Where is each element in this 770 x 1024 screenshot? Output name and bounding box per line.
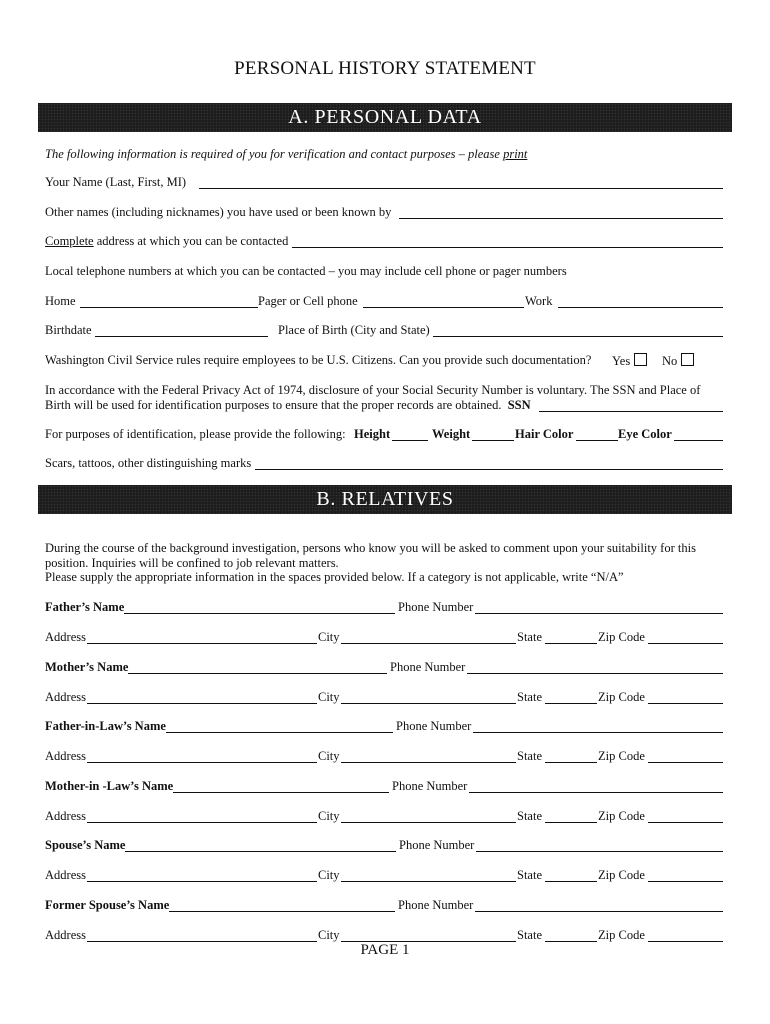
address-label-rest: address at which you can be contacted bbox=[93, 234, 289, 248]
section-a-intro-print: print bbox=[503, 147, 528, 161]
relative-city-label: City bbox=[318, 630, 340, 644]
work-label: Work bbox=[525, 294, 553, 308]
relative-address-field[interactable] bbox=[87, 690, 317, 704]
relative-name-field[interactable] bbox=[166, 719, 393, 733]
page-number: PAGE 1 bbox=[360, 942, 410, 958]
citizen-no bbox=[662, 353, 694, 368]
relative-address-label: Address bbox=[45, 630, 86, 644]
relative-city-field[interactable] bbox=[341, 690, 516, 704]
relative-zip-label: Zip Code bbox=[598, 809, 645, 823]
relative-address-field[interactable] bbox=[87, 630, 317, 644]
relative-name-label: Father’s Name bbox=[45, 600, 125, 614]
relative-city-label: City bbox=[318, 690, 340, 704]
no-checkbox[interactable] bbox=[681, 353, 694, 366]
home-label: Home bbox=[45, 294, 76, 308]
other-names-field[interactable] bbox=[399, 205, 723, 219]
scars-label: Scars, tattoos, other distinguishing marks bbox=[45, 456, 252, 470]
section-a-intro bbox=[45, 147, 527, 161]
relative-address-field[interactable] bbox=[87, 928, 317, 942]
relative-state-label: State bbox=[517, 928, 542, 942]
other-names-label: Other names (including nicknames) you have used or been known by bbox=[45, 205, 392, 219]
relative-address-field[interactable] bbox=[87, 809, 317, 823]
relative-zip-label: Zip Code bbox=[598, 749, 645, 763]
relative-address-field[interactable] bbox=[87, 868, 317, 882]
relative-phone-field[interactable] bbox=[475, 898, 723, 912]
relative-name-field[interactable] bbox=[128, 660, 387, 674]
relative-name-field[interactable] bbox=[173, 779, 389, 793]
birthdate-field[interactable] bbox=[95, 323, 268, 337]
relative-state-label: State bbox=[517, 749, 542, 763]
relative-name-label: Spouse’s Name bbox=[45, 838, 126, 852]
weight-field[interactable] bbox=[472, 427, 514, 441]
relative-zip-field[interactable] bbox=[648, 809, 723, 823]
relative-address-label: Address bbox=[45, 928, 86, 942]
relative-city-field[interactable] bbox=[341, 868, 516, 882]
pager-phone-field[interactable] bbox=[363, 294, 524, 308]
relative-state-label: State bbox=[517, 809, 542, 823]
name-label: Your Name (Last, First, MI) bbox=[45, 175, 187, 189]
relative-city-label: City bbox=[318, 868, 340, 882]
work-phone-field[interactable] bbox=[558, 294, 723, 308]
section-b-intro-2: position. Inquiries will be confined to job relevant matters. bbox=[45, 556, 339, 570]
no-label: No bbox=[662, 354, 678, 368]
relative-name-label: Former Spouse’s Name bbox=[45, 898, 170, 912]
relative-phone-label: Phone Number bbox=[396, 719, 472, 733]
relative-address-label: Address bbox=[45, 749, 86, 763]
hair-field[interactable] bbox=[576, 427, 618, 441]
relative-zip-field[interactable] bbox=[648, 630, 723, 644]
relative-name-field[interactable] bbox=[125, 838, 396, 852]
relative-state-field[interactable] bbox=[545, 809, 597, 823]
relative-address-field[interactable] bbox=[87, 749, 317, 763]
hair-label: Hair Color bbox=[515, 427, 574, 441]
citizen-yes bbox=[612, 353, 647, 368]
relative-phone-field[interactable] bbox=[469, 779, 723, 793]
home-phone-field[interactable] bbox=[80, 294, 258, 308]
section-b-intro-3: Please supply the appropriate information in the spaces provided below. If a category is not applicable, write “N/A” bbox=[45, 570, 624, 584]
ident-label: For purposes of identification, please provide the following: bbox=[45, 427, 346, 441]
relative-zip-field[interactable] bbox=[648, 928, 723, 942]
name-field[interactable] bbox=[199, 175, 723, 189]
relative-name-label: Mother’s Name bbox=[45, 660, 129, 674]
birthdate-label: Birthdate bbox=[45, 323, 92, 337]
page-title: PERSONAL HISTORY STATEMENT bbox=[234, 58, 536, 79]
relative-phone-field[interactable] bbox=[475, 600, 723, 614]
relative-name-field[interactable] bbox=[124, 600, 395, 614]
relative-name-field[interactable] bbox=[169, 898, 395, 912]
relative-phone-label: Phone Number bbox=[398, 898, 474, 912]
relative-address-label: Address bbox=[45, 809, 86, 823]
privacy-text-1: In accordance with the Federal Privacy Act of 1974, disclosure of your Social Security Number is voluntary. The SSN and Place of bbox=[45, 383, 701, 397]
relative-address-label: Address bbox=[45, 868, 86, 882]
relative-state-label: State bbox=[517, 630, 542, 644]
privacy-text-2 bbox=[45, 398, 531, 412]
relative-zip-field[interactable] bbox=[648, 868, 723, 882]
relative-name-label: Father-in-Law’s Name bbox=[45, 719, 166, 733]
relative-city-field[interactable] bbox=[341, 630, 516, 644]
relative-city-label: City bbox=[318, 749, 340, 763]
relative-city-field[interactable] bbox=[341, 809, 516, 823]
phones-label: Local telephone numbers at which you can be contacted – you may include cell phone or pager numbers bbox=[45, 264, 567, 278]
relative-phone-label: Phone Number bbox=[398, 600, 474, 614]
relative-address-label: Address bbox=[45, 690, 86, 704]
relative-phone-label: Phone Number bbox=[399, 838, 475, 852]
relative-name-label: Mother-in -Law’s Name bbox=[45, 779, 174, 793]
section-b-heading: B. RELATIVES bbox=[38, 485, 732, 514]
birthplace-field[interactable] bbox=[433, 323, 723, 337]
relative-state-label: State bbox=[517, 690, 542, 704]
relative-phone-field[interactable] bbox=[473, 719, 723, 733]
relative-state-field[interactable] bbox=[545, 928, 597, 942]
relative-zip-field[interactable] bbox=[648, 690, 723, 704]
section-a-heading: A. PERSONAL DATA bbox=[38, 103, 732, 132]
citizen-question: Washington Civil Service rules require employees to be U.S. Citizens. Can you provide such documentation? bbox=[45, 353, 592, 367]
birthplace-label: Place of Birth (City and State) bbox=[278, 323, 430, 337]
section-a-intro-text: The following information is required of you for verification and contact purposes – please bbox=[45, 147, 504, 161]
pager-label: Pager or Cell phone bbox=[258, 294, 358, 308]
relative-zip-label: Zip Code bbox=[598, 630, 645, 644]
privacy-text-2-body: Birth will be used for identification purposes to ensure that the proper records are obtained. bbox=[45, 398, 502, 412]
relative-phone-field[interactable] bbox=[467, 660, 723, 674]
address-label-complete: Complete bbox=[45, 234, 94, 248]
section-b-intro-1: During the course of the background investigation, persons who know you will be asked to comment upon your suitability for this bbox=[45, 541, 696, 555]
relative-state-field[interactable] bbox=[545, 690, 597, 704]
relative-state-field[interactable] bbox=[545, 630, 597, 644]
relative-zip-label: Zip Code bbox=[598, 868, 645, 882]
relative-zip-label: Zip Code bbox=[598, 928, 645, 942]
relative-phone-label: Phone Number bbox=[392, 779, 468, 793]
relative-city-label: City bbox=[318, 809, 340, 823]
relative-phone-label: Phone Number bbox=[390, 660, 466, 674]
eye-label: Eye Color bbox=[618, 427, 672, 441]
eye-field[interactable] bbox=[674, 427, 723, 441]
height-field[interactable] bbox=[392, 427, 428, 441]
relative-state-field[interactable] bbox=[545, 868, 597, 882]
yes-checkbox[interactable] bbox=[634, 353, 647, 366]
weight-label: Weight bbox=[432, 427, 471, 441]
relative-city-label: City bbox=[318, 928, 340, 942]
ssn-label: SSN bbox=[507, 398, 531, 412]
relative-state-label: State bbox=[517, 868, 542, 882]
relative-state-field[interactable] bbox=[545, 749, 597, 763]
yes-label: Yes bbox=[612, 354, 631, 368]
scars-field[interactable] bbox=[255, 456, 723, 470]
ssn-field[interactable] bbox=[539, 398, 723, 412]
height-label: Height bbox=[354, 427, 391, 441]
address-field[interactable] bbox=[292, 234, 723, 248]
relative-zip-label: Zip Code bbox=[598, 690, 645, 704]
relative-phone-field[interactable] bbox=[476, 838, 723, 852]
address-label bbox=[45, 234, 288, 248]
relative-city-field[interactable] bbox=[341, 749, 516, 763]
relative-zip-field[interactable] bbox=[648, 749, 723, 763]
relative-city-field[interactable] bbox=[341, 928, 516, 942]
